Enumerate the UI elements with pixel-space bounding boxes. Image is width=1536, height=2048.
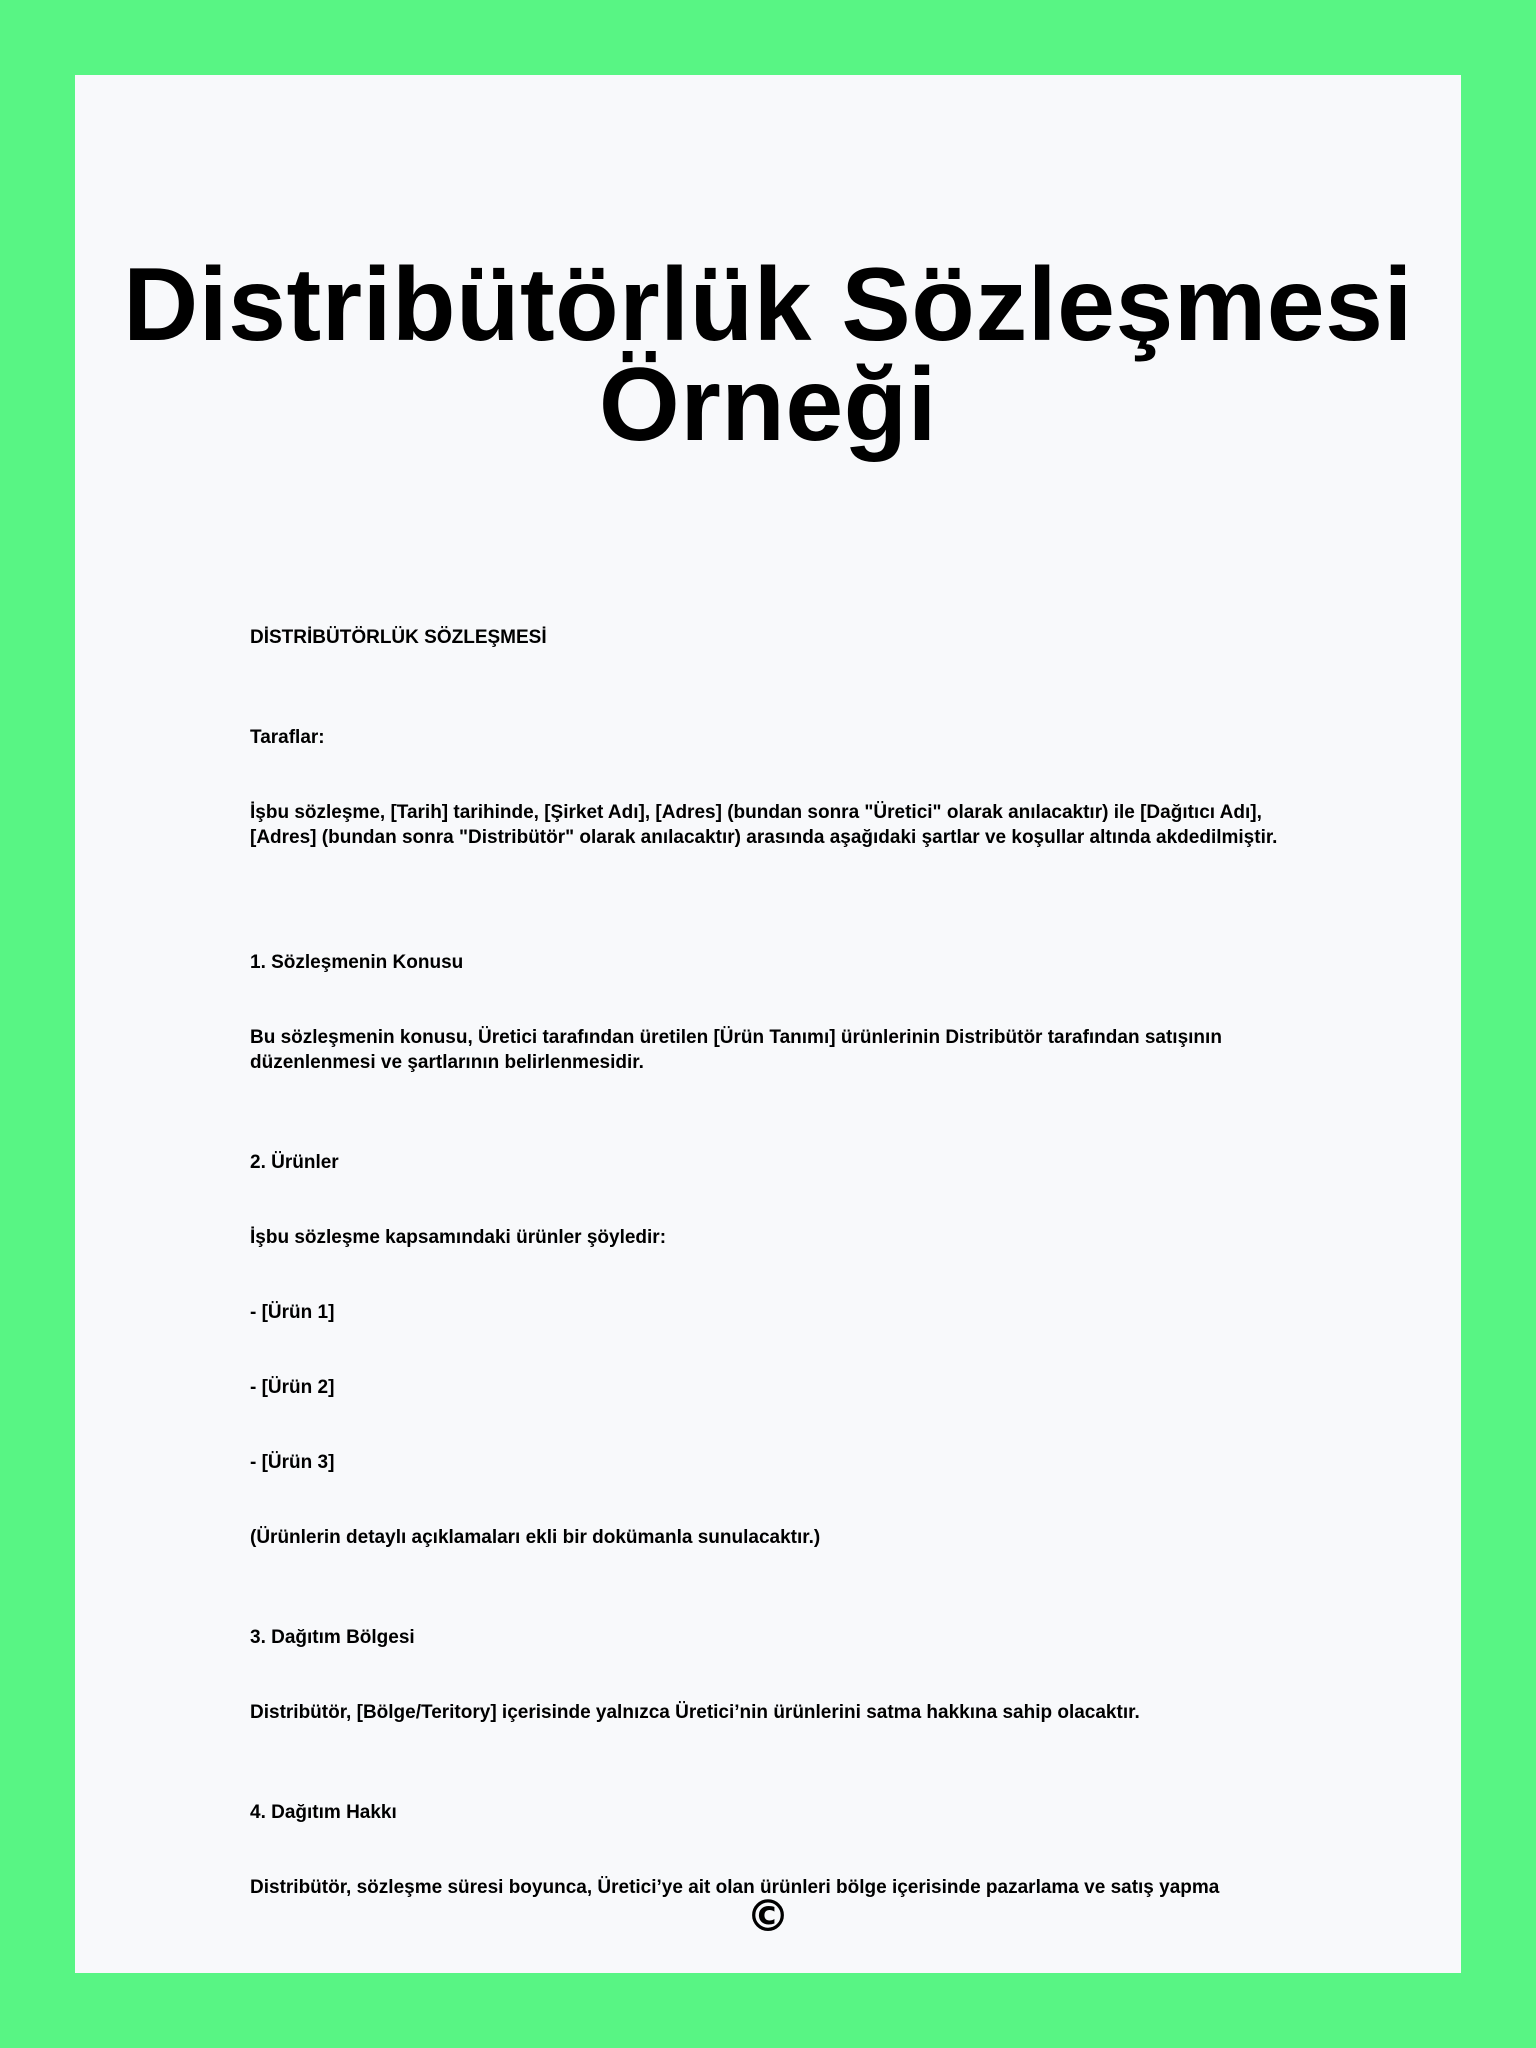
section-4-heading: 4. Dağıtım Hakkı [250,1802,397,1823]
copyright-icon: © [746,1891,790,1942]
parties-heading: Taraflar: [250,727,325,748]
section-3-heading: 3. Dağıtım Bölgesi [250,1627,415,1648]
product-details-note: (Ürünlerin detaylı açıklamaları ekli bir dokümanla sunulacaktır.) [250,1527,821,1548]
parties-paragraph: İşbu sözleşme, [Tarih] tarihinde, [Şirket Adı], [Adres] (bundan sonra "Üretici" olarak anılacaktır) ile [Dağıtıcı Adı], [Adres] (bundan sonra "Distribütör" olarak anılacaktır) arasında aşağıdaki şartlar ve koşullar altında akdedilmiştir. [250,802,1278,848]
contract-heading: DİSTRİBÜTÖRLÜK SÖZLEŞMESİ [250,627,547,648]
product-list-item: - [Ürün 3] [250,1452,335,1473]
section-1-heading: 1. Sözleşmenin Konusu [250,952,464,973]
product-list-item: - [Ürün 2] [250,1377,335,1398]
product-list-item: - [Ürün 1] [250,1302,335,1323]
document-page [75,75,1461,1973]
section-2-intro: İşbu sözleşme kapsamındaki ürünler şöyledir: [250,1227,667,1248]
section-2-heading: 2. Ürünler [250,1152,339,1173]
document-title: Distribütörlük Sözleşmesi Örneği [123,247,1413,463]
section-3-paragraph: Distribütör, [Bölge/Teritory] içerisinde yalnızca Üretici’nin ürünlerini satma hakkına sahip olacaktır. [250,1702,1140,1723]
section-1-paragraph: Bu sözleşmenin konusu, Üretici tarafından üretilen [Ürün Tanımı] ürünlerinin Distribütör tarafından satışının düzenlenmesi ve şartlarının belirlenmesidir. [250,1027,1222,1073]
section-4-paragraph: Distribütör, sözleşme süresi boyunca, Üretici’ye ait olan ürünleri bölge içerisinde pazarlama ve satış yapma [250,1877,1220,1898]
